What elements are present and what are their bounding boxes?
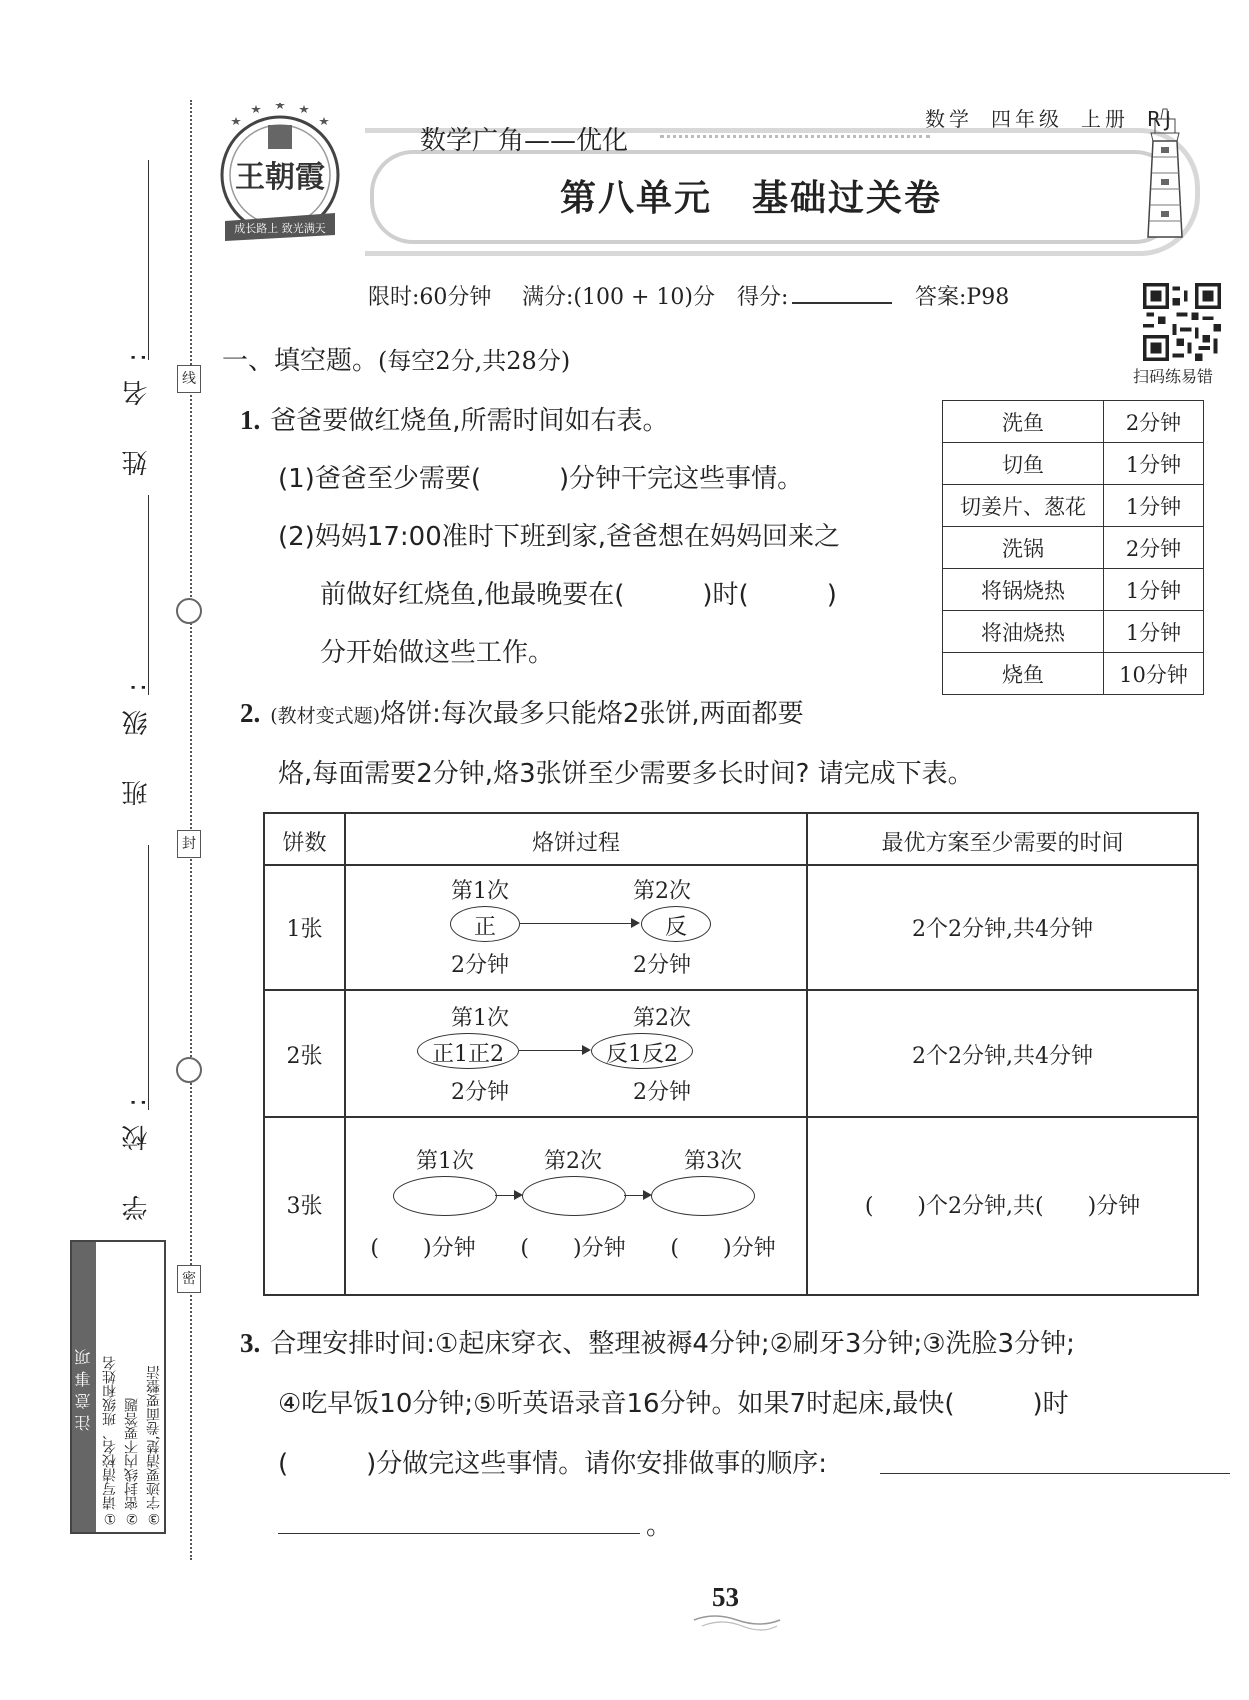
q3-line1-text: 合理安排时间:①起床穿衣、整理被褥4分钟;②刷牙3分钟;③洗脸3分钟; [270,1329,1075,1359]
edition: RJ [1147,107,1175,131]
lighthouse-icon [1135,107,1195,242]
time-cell: 1分钟 [1104,443,1204,485]
table-row [943,527,1204,569]
subject-name: 数学 [925,107,973,131]
side-label: 正1正2 [432,1042,504,1067]
seal-dense-mark: 密 [177,1265,201,1293]
notice-box [70,1240,166,1534]
q1-stem [240,400,669,437]
qr-caption: 扫码练易错 [1133,367,1214,386]
q3-number: 3. [240,1328,261,1358]
q2-line1 [240,693,804,730]
topic-dotted-line [660,135,930,138]
result-cell: 2个2分钟,共4分钟 [912,917,1093,942]
table-row [943,485,1204,527]
q1-part2-line2: 前做好红烧鱼,他最晚要在( )时( ) [320,580,837,610]
task-cell: 洗锅 [943,527,1104,569]
notice-item: ①请写清校名、班级和姓名 [102,1356,118,1526]
step-label: 第2次 [544,1149,602,1174]
q1-part1: (1)爸爸至少需要( )分钟干完这些事情。 [278,464,804,494]
step-label: 第1次 [416,1149,474,1174]
time-cell: 1分钟 [1104,569,1204,611]
cooking-time-table [942,400,1204,695]
arrow-icon [624,1195,650,1196]
table-row [943,401,1204,443]
table-row-divider [265,864,1197,866]
section-score-note: (每空2分,共28分) [378,347,571,375]
seal-seal-mark: 封 [177,830,201,858]
header-cell: 饼数 [282,831,327,856]
q2-line1-text: 烙饼:每次最多只能烙2张饼,两面都要 [380,699,804,729]
duration-blank[interactable]: ( )分钟 [670,1236,776,1261]
volume: 上册 [1081,107,1129,131]
pancake-count: 2张 [286,1044,323,1069]
score-label: 得分: [737,285,789,310]
side-label: 反1反2 [606,1042,678,1067]
notice-item: ②密封线内不要答题 [124,1398,140,1526]
notice-item: ③字迹要清楚,卷面要整洁 [146,1365,162,1526]
table-row [943,443,1204,485]
score-field [737,280,892,311]
page-title [560,170,982,221]
header-cell: 烙饼过程 [531,831,620,856]
section-heading: 一、填空题。 [222,346,379,376]
binding-clip-icon [176,598,202,624]
header-cell: 最优方案至少需要的时间 [881,831,1124,856]
notice-title: 注意事项 [72,1242,96,1532]
binding-clip-icon [176,1057,202,1083]
score-blank[interactable] [792,301,892,304]
name-label: 姓 名: [122,335,152,477]
side-label: 正 [473,915,496,940]
time-cell: 1分钟 [1104,611,1204,653]
q1-part2-line1: (2)妈妈17:00准时下班到家,爸爸想在妈妈回来之 [278,522,841,552]
school-label: 学 校: [122,1080,152,1222]
duration-blank[interactable]: ( )分钟 [370,1236,476,1261]
order-answer-line[interactable] [880,1473,1230,1474]
section-title [222,340,570,377]
time-cell: 2分钟 [1104,527,1204,569]
table-row-divider [265,989,1197,991]
table-row-divider [265,1116,1197,1118]
brand-logo-icon [213,103,348,253]
qr-code-icon[interactable] [1143,283,1221,361]
q3-line2: ④吃早饭10分钟;⑤听英语录音16分钟。如果7时起床,最快( )时 [278,1389,1069,1419]
grade: 四年级 [991,107,1063,131]
answer-oval[interactable] [651,1176,755,1216]
title-unit: 第八单元 [560,178,713,219]
duration-label: 2分钟 [451,1080,509,1105]
result-cell: 2个2分钟,共4分钟 [912,1044,1093,1069]
q3-line1 [240,1323,1075,1360]
full-score: 满分:(100 + 10)分 [522,285,715,310]
q1-stem-text: 爸爸要做红烧鱼,所需时间如右表。 [270,406,669,436]
logo-slogan: 成长路上 致光满天 [234,222,326,235]
answer-oval[interactable] [393,1176,497,1216]
side-label: 反 [664,915,687,940]
q2-number: 2. [240,698,261,728]
task-cell: 烧鱼 [943,653,1104,695]
step-label: 第3次 [684,1149,742,1174]
time-cell: 1分钟 [1104,485,1204,527]
topic-heading: 数学广角——优化 [420,126,629,156]
arrow-icon [495,1195,521,1196]
time-cell: 2分钟 [1104,401,1204,443]
pancake-table [263,812,1199,1296]
q1-part2-line3: 分开始做这些工作。 [320,638,555,668]
step-label: 第1次 [451,1006,509,1031]
duration-blank[interactable]: ( )分钟 [520,1236,626,1261]
answer-ref: 答案:P98 [915,285,1010,310]
school-underline [148,845,149,1110]
table-row [943,611,1204,653]
arrow-icon [520,923,638,924]
time-limit: 限时:60分钟 [368,285,492,310]
q1-number: 1. [240,405,261,435]
pancake-count: 1张 [286,917,323,942]
logo-name: 王朝霞 [235,160,325,195]
q3-end: 。 [646,1511,673,1541]
task-cell: 切姜片、葱花 [943,485,1104,527]
q3-line3: ( )分做完这些事情。请你安排做事的顺序: [278,1449,828,1479]
result-blank[interactable]: ( )个2分钟,共( )分钟 [864,1194,1141,1219]
class-label: 班 级: [122,665,152,807]
page-number: 53 [712,1582,739,1612]
step-label: 第1次 [451,879,509,904]
wave-ornament-icon [692,1612,782,1632]
answer-oval[interactable] [522,1176,626,1216]
order-answer-line[interactable] [278,1533,640,1534]
duration-label: 2分钟 [633,1080,691,1105]
task-cell: 将油烧热 [943,611,1104,653]
seal-line-mark: 线 [177,365,201,393]
task-cell: 切鱼 [943,443,1104,485]
table-col-divider [344,814,346,1294]
task-cell: 洗鱼 [943,401,1104,443]
step-label: 第2次 [633,879,691,904]
step-label: 第2次 [633,1006,691,1031]
duration-label: 2分钟 [633,953,691,978]
pancake-count: 3张 [286,1194,323,1219]
q2-line2: 烙,每面需要2分钟,烙3张饼至少需要多长时间? 请完成下表。 [278,759,974,789]
task-cell: 将锅烧热 [943,569,1104,611]
q2-note: (教材变式题) [270,705,381,727]
name-underline [148,160,149,360]
table-row [943,653,1204,695]
time-cell: 10分钟 [1104,653,1204,695]
table-row [943,569,1204,611]
arrow-icon [519,1050,589,1051]
duration-label: 2分钟 [451,953,509,978]
title-main: 基础过关卷 [752,178,943,219]
